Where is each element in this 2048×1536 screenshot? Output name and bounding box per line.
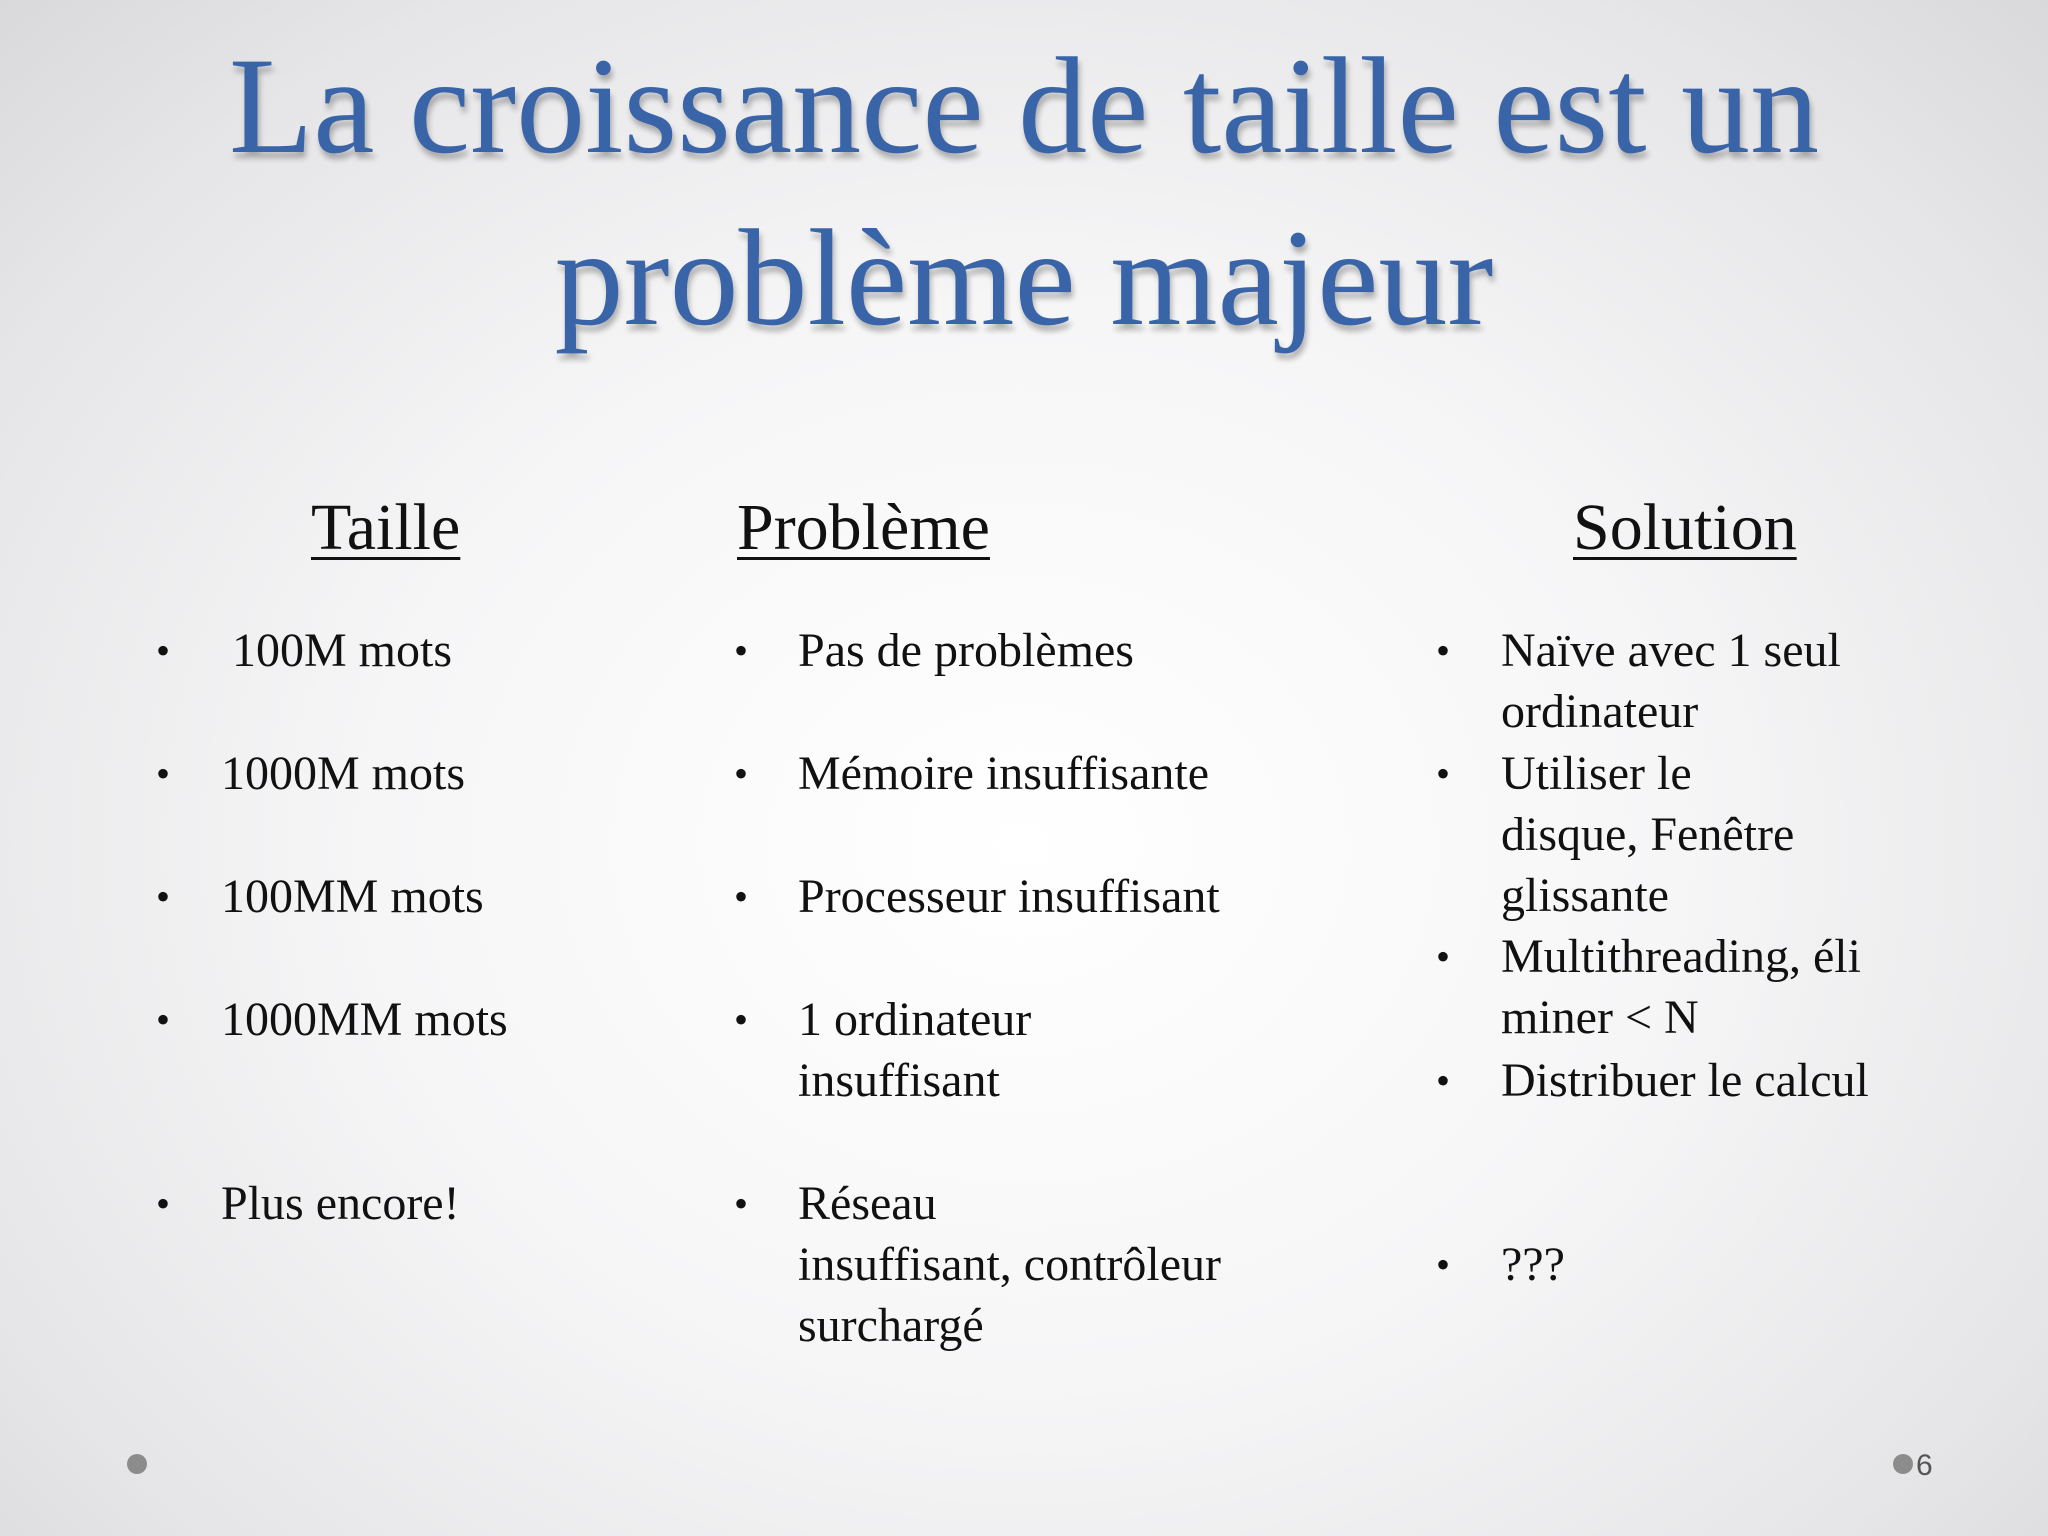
solution-item-text: disque, Fenêtre [1501, 808, 1795, 861]
bullet-icon: • [734, 628, 749, 673]
probleme-item-text: insuffisant, contrôleur [798, 1238, 1222, 1291]
bullet-icon: • [734, 751, 749, 796]
bullet-icon: • [156, 874, 171, 919]
taille-item-text: 100M mots [232, 624, 453, 677]
footer-left-dot-icon [127, 1454, 147, 1474]
column-header-solution: Solution [1573, 491, 1797, 564]
bullet-icon: • [1436, 628, 1451, 673]
probleme-item-text: Processeur insuffisant [798, 870, 1220, 923]
solution-item-text: Utiliser le [1501, 747, 1692, 800]
probleme-item-text: Réseau [798, 1177, 937, 1230]
bullet-icon: • [156, 997, 171, 1042]
solution-item-text: glissante [1501, 869, 1669, 922]
solution-item-text: ordinateur [1501, 685, 1699, 738]
taille-item-text: 100MM mots [221, 870, 484, 923]
solution-item-text: Multithreading, éli [1501, 930, 1861, 983]
probleme-item-text: insuffisant [798, 1054, 1000, 1107]
solution-item-text: ??? [1501, 1238, 1565, 1291]
bullet-icon: • [1436, 1058, 1451, 1103]
solution-item-text: Naïve avec 1 seul [1501, 624, 1841, 677]
slide-title-line-1: La croissance de taille est un [228, 29, 1820, 182]
slide-title [0, 20, 2048, 364]
bullet-icon: • [734, 1181, 749, 1226]
taille-item-text: Plus encore! [221, 1177, 460, 1230]
taille-item-text: 1000MM mots [221, 993, 508, 1046]
bullet-icon: • [734, 874, 749, 919]
slide-title-line-2: problème majeur [554, 201, 1494, 354]
bullet-icon: • [156, 1181, 171, 1226]
taille-item-text: 1000M mots [221, 747, 466, 800]
column-header-probleme: Problème [737, 491, 990, 564]
probleme-item-text: 1 ordinateur [798, 993, 1032, 1046]
column-header-taille: Taille [311, 491, 461, 564]
solution-item-text: Distribuer le calcul [1501, 1054, 1869, 1107]
bullet-icon: • [1436, 934, 1451, 979]
bullet-icon: • [734, 997, 749, 1042]
bullet-icon: • [1436, 1242, 1451, 1287]
footer-right-dot-icon [1893, 1454, 1913, 1474]
bullet-icon: • [1436, 751, 1451, 796]
probleme-item-text: Mémoire insuffisante [798, 747, 1210, 800]
bullet-icon: • [156, 628, 171, 673]
probleme-item-text: surchargé [798, 1299, 984, 1352]
probleme-item-text: Pas de problèmes [798, 624, 1134, 677]
bullet-icon: • [156, 751, 171, 796]
solution-item-text: miner < N [1501, 991, 1699, 1044]
page-number: 6 [1916, 1449, 1933, 1482]
